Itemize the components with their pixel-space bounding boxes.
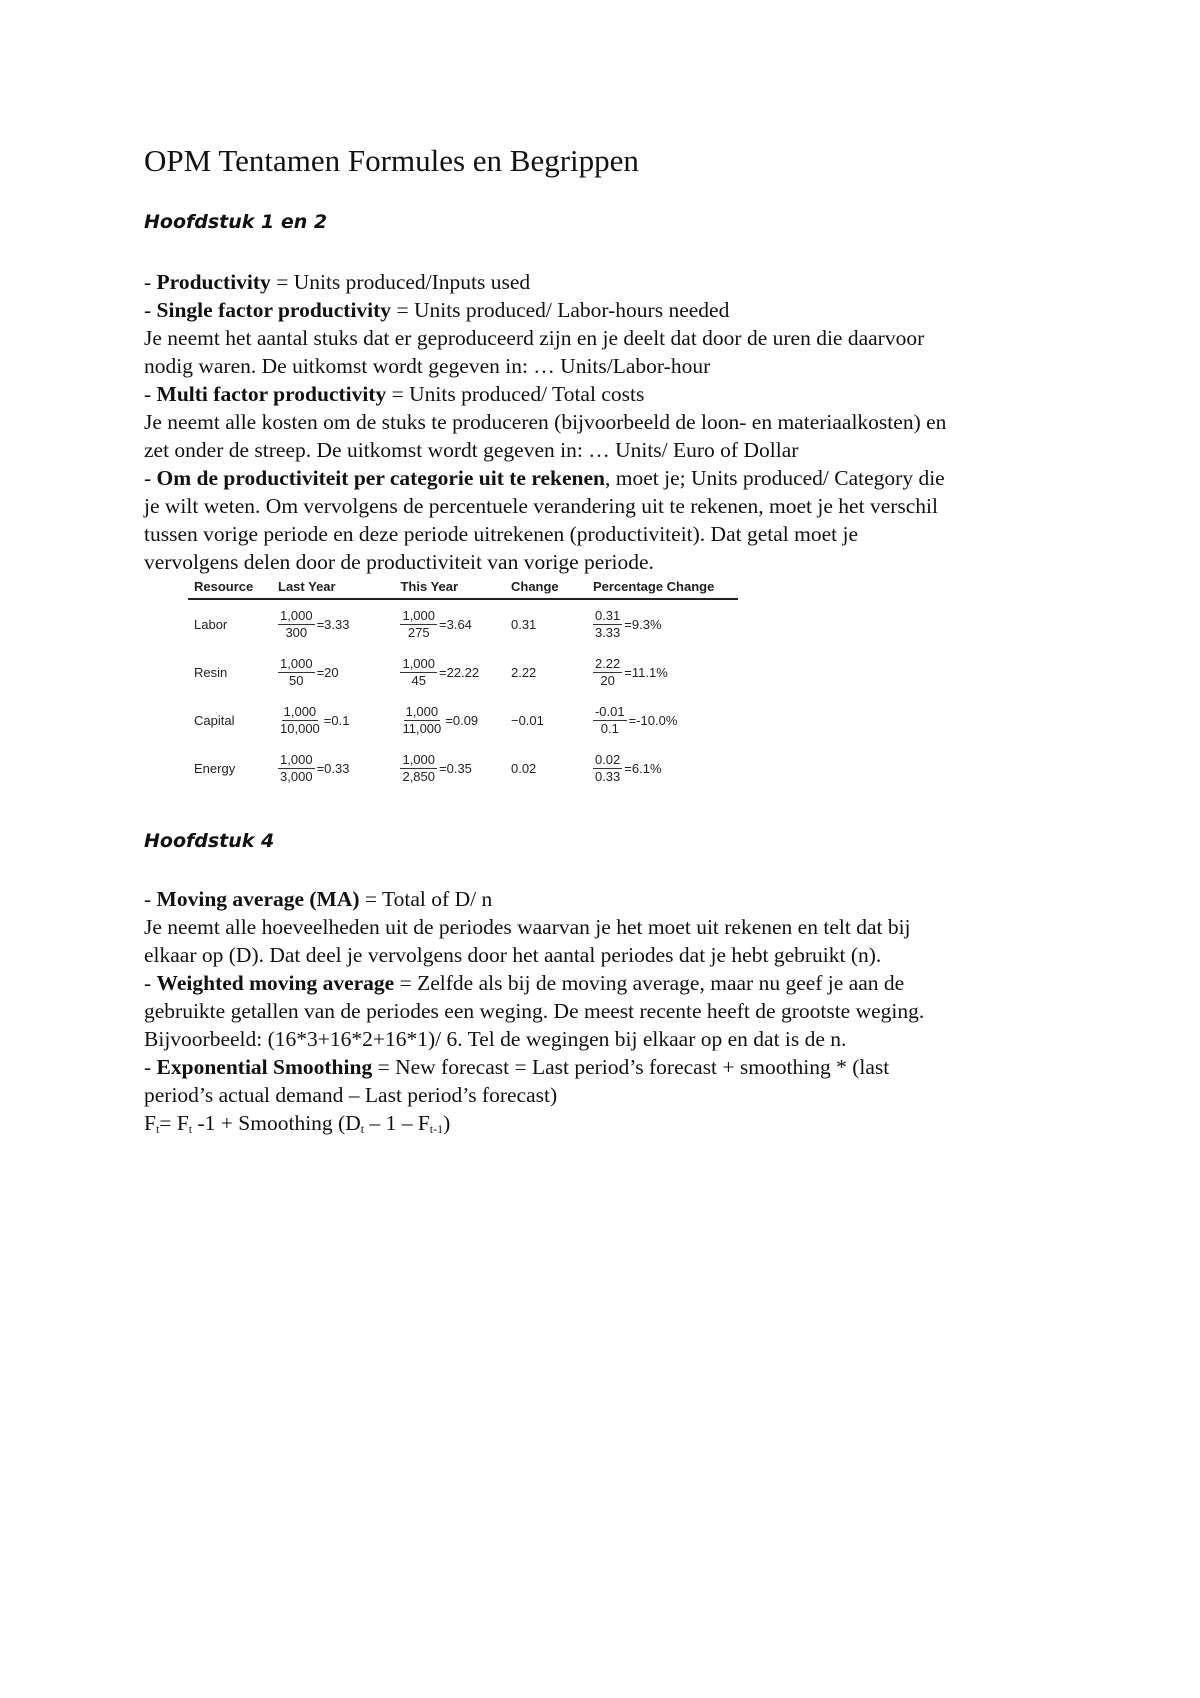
fraction [593, 656, 622, 689]
cell-this-year [394, 648, 505, 696]
cell-percentage-change [587, 599, 738, 648]
cell-change: 0.02 [510, 760, 537, 776]
fraction [400, 608, 437, 641]
table-row [188, 744, 738, 792]
text-line: - Exponential Smoothing = New forecast = Last period’s forecast + smoothing * (last [144, 1055, 890, 1079]
fraction-numerator: 0.31 [594, 607, 621, 623]
fraction-denominator: 50 [289, 672, 304, 688]
column-header-percentage-change: Percentage Change [587, 574, 738, 599]
text-line: nodig waren. De uitkomst wordt gegeven in: … Units/Labor-hour [144, 354, 711, 378]
column-header-resource: Resource [188, 574, 272, 599]
cell-last-year [272, 696, 394, 744]
fraction-result: =-10.0% [628, 712, 678, 728]
fraction [400, 704, 443, 737]
fraction [278, 704, 322, 737]
fraction-denominator: 2,850 [402, 768, 436, 784]
fraction-expression [400, 608, 471, 641]
text-line: period’s actual demand – Last period’s forecast) [144, 1083, 558, 1107]
fraction-result: =0.09 [445, 712, 479, 728]
fraction [593, 704, 627, 737]
section-heading-2: Hoofdstuk 4 [144, 830, 275, 852]
cell-change: 2.22 [510, 664, 537, 680]
fraction [593, 608, 622, 641]
fraction-expression [593, 608, 662, 641]
fraction-numerator: -0.01 [594, 703, 625, 719]
fraction-denominator: 3,000 [280, 768, 313, 784]
cell-resource: Energy [194, 760, 236, 776]
fraction-result: =3.33 [316, 616, 350, 632]
text-line: je wilt weten. Om vervolgens de percentuele verandering uit te rekenen, moet je het verschil [144, 494, 938, 518]
fraction-result: =22.22 [439, 664, 480, 680]
fraction-result: =0.33 [316, 760, 350, 776]
section-1-body [144, 268, 1064, 576]
cell-percentage-change [587, 744, 738, 792]
text-line: - Weighted moving average = Zelfde als bij de moving average, maar nu geef je aan de [144, 971, 905, 995]
cell-percentage-change [587, 696, 738, 744]
fraction-denominator: 3.33 [594, 624, 621, 640]
exponential-smoothing-formula: $F_t= F_t$ -1 + Smoothing $(D_t - 1 - F_{t-1})$ [144, 1111, 451, 1136]
fraction-expression [400, 704, 478, 737]
text-line: - Productivity = Units produced/Inputs used [144, 270, 531, 294]
fraction-result: =20 [316, 664, 339, 680]
fraction-expression [278, 752, 349, 785]
fraction-numerator: 1,000 [280, 655, 313, 671]
text-line: - Om de productiviteit per categorie uit te rekenen, moet je; Units produced/ Category die [144, 466, 945, 490]
fraction-numerator: 1,000 [402, 655, 436, 671]
fraction-numerator: 1,000 [280, 751, 313, 767]
cell-resource: Resin [194, 664, 228, 680]
table-body [188, 599, 738, 792]
column-header-last-year: Last Year [272, 574, 394, 599]
text-line: Je neemt alle kosten om de stuks te produceren (bijvoorbeeld de loon- en materiaalkosten) en [144, 410, 947, 434]
fraction-denominator: 11,000 [402, 720, 442, 736]
table-row [188, 648, 738, 696]
table-header-row [188, 574, 738, 599]
fraction [278, 608, 315, 641]
fraction-denominator: 275 [407, 624, 430, 640]
fraction-result: =6.1% [624, 760, 662, 776]
cell-this-year [394, 744, 505, 792]
document-title: OPM Tentamen Formules en Begrippen [144, 143, 639, 178]
fraction-expression [278, 704, 349, 737]
table-row [188, 696, 738, 744]
fraction-expression [278, 656, 339, 689]
cell-last-year [272, 599, 394, 648]
fraction [278, 752, 315, 785]
fraction-numerator: 1,000 [283, 703, 317, 719]
fraction-expression [400, 752, 471, 785]
cell-this-year [394, 696, 505, 744]
cell-this-year [394, 599, 505, 648]
text-line: elkaar op (D). Dat deel je vervolgens door het aantal periodes dat je hebt gebruikt (n). [144, 943, 882, 967]
text-line: zet onder de streep. De uitkomst wordt gegeven in: … Units/ Euro of Dollar [144, 438, 799, 462]
fraction-result: =3.64 [439, 616, 472, 632]
text-line: tussen vorige periode en deze periode uitrekenen (productiviteit). Dat getal moet je [144, 522, 859, 546]
fraction-denominator: 20 [600, 672, 615, 688]
fraction-denominator: 0.1 [600, 720, 619, 736]
fraction-denominator: 10,000 [280, 720, 320, 736]
section-2-body [144, 885, 1064, 1143]
cell-last-year [272, 648, 394, 696]
fraction [400, 656, 437, 689]
fraction-numerator: 1,000 [402, 751, 436, 767]
fraction-numerator: 1,000 [280, 607, 313, 623]
fraction-result: =0.1 [323, 712, 350, 728]
fraction-expression [593, 752, 662, 785]
fraction-result: =11.1% [624, 664, 668, 680]
cell-change: 0.31 [510, 616, 537, 632]
fraction [278, 656, 315, 689]
fraction-expression [278, 608, 349, 641]
text-line: Je neemt het aantal stuks dat er geproduceerd zijn en je deelt dat door de uren die daarvoor [144, 326, 925, 350]
fraction-denominator: 45 [411, 672, 426, 688]
table-row [188, 599, 738, 648]
column-header-change: Change [505, 574, 587, 599]
section-heading-1: Hoofdstuk 1 en 2 [144, 211, 328, 233]
text-line: gebruikte getallen van de periodes een weging. De meest recente heeft de grootste weging. [144, 999, 925, 1023]
fraction-result: =0.35 [439, 760, 472, 776]
fraction-result: =9.3% [624, 616, 662, 632]
cell-resource: Capital [194, 712, 235, 728]
fraction [593, 752, 622, 785]
fraction-expression [593, 704, 677, 737]
cell-resource: Labor [194, 616, 228, 632]
text-line: - Single factor productivity = Units produced/ Labor-hours needed [144, 298, 730, 322]
fraction-expression [593, 656, 668, 689]
fraction-denominator: 0.33 [594, 768, 621, 784]
productivity-table [188, 574, 738, 792]
fraction-numerator: 1,000 [405, 703, 439, 719]
fraction-numerator: 1,000 [402, 607, 436, 623]
fraction-numerator: 2.22 [594, 655, 621, 671]
productivity-table-image [188, 574, 738, 790]
text-line: Bijvoorbeeld: (16*3+16*2+16*1)/ 6. Tel de wegingen bij elkaar op en dat is de n. [144, 1027, 847, 1051]
cell-last-year [272, 744, 394, 792]
text-line: Je neemt alle hoeveelheden uit de periodes waarvan je het moet uit rekenen en telt dat bij [144, 915, 911, 939]
fraction [400, 752, 437, 785]
fraction-denominator: 300 [285, 624, 308, 640]
fraction-numerator: 0.02 [594, 751, 621, 767]
text-line: - Moving average (MA) = Total of D/ n [144, 887, 493, 911]
text-line: vervolgens delen door de productiviteit van vorige periode. [144, 550, 654, 574]
cell-percentage-change [587, 648, 738, 696]
cell-change: −0.01 [510, 712, 544, 728]
fraction-expression [400, 656, 479, 689]
column-header-this-year: This Year [394, 574, 505, 599]
text-line: - Multi factor productivity = Units produced/ Total costs [144, 382, 645, 406]
